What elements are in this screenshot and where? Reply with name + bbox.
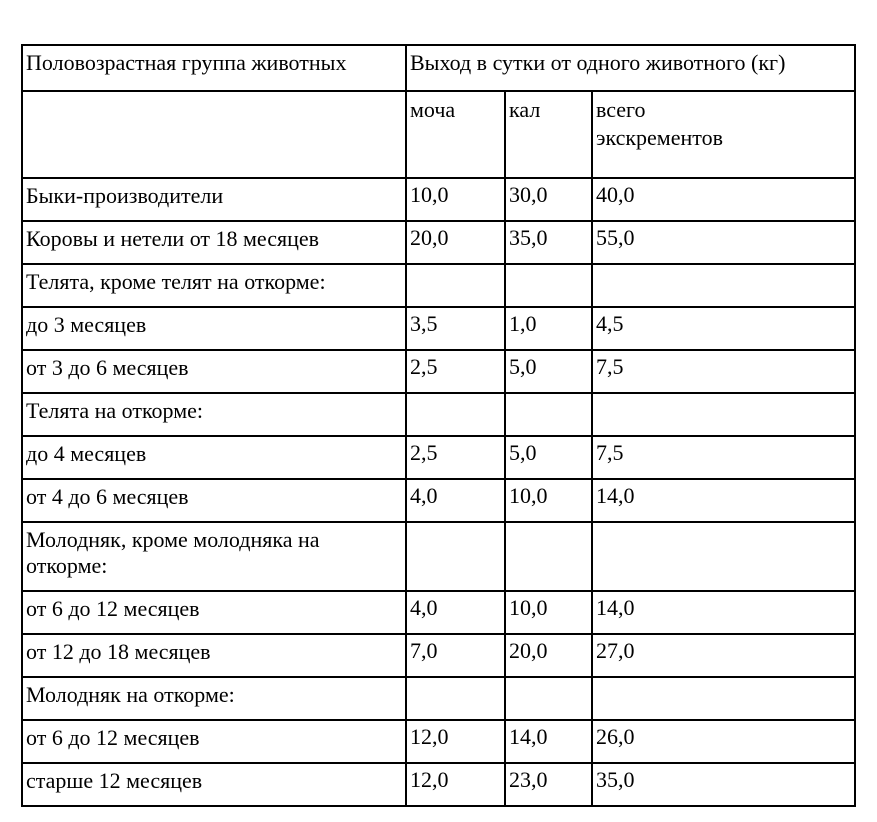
urine-cell: 4,0 — [406, 479, 505, 522]
feces-cell: 5,0 — [505, 436, 592, 479]
urine-cell — [406, 264, 505, 307]
group-cell: Молодняк, кроме молодняка на откорме: — [22, 522, 406, 591]
table-row — [22, 720, 855, 763]
group-cell: Молодняк на откорме: — [22, 677, 406, 720]
header-output-label: Выход в сутки от одного животного (кг) — [406, 45, 855, 91]
feces-cell: 23,0 — [505, 763, 592, 806]
total-cell: 35,0 — [592, 763, 855, 806]
subheader-feces: кал — [505, 91, 592, 178]
header-group-label: Половозрастная группа животных — [22, 45, 406, 91]
header-row — [22, 45, 855, 91]
feces-cell: 30,0 — [505, 178, 592, 221]
table-row — [22, 677, 855, 720]
feces-cell: 20,0 — [505, 634, 592, 677]
subheader-urine: моча — [406, 91, 505, 178]
total-cell: 14,0 — [592, 479, 855, 522]
total-cell — [592, 522, 855, 591]
feces-cell: 14,0 — [505, 720, 592, 763]
manure-output-table — [21, 44, 856, 807]
table-row — [22, 264, 855, 307]
table-row — [22, 436, 855, 479]
total-cell: 55,0 — [592, 221, 855, 264]
group-cell: старше 12 месяцев — [22, 763, 406, 806]
feces-cell: 10,0 — [505, 479, 592, 522]
total-cell — [592, 677, 855, 720]
subheader-row — [22, 91, 855, 178]
group-cell: от 12 до 18 месяцев — [22, 634, 406, 677]
group-cell: Телята на откорме: — [22, 393, 406, 436]
total-cell — [592, 393, 855, 436]
subheader-total: всего экскрементов — [592, 91, 855, 178]
urine-cell — [406, 393, 505, 436]
urine-cell: 10,0 — [406, 178, 505, 221]
urine-cell: 20,0 — [406, 221, 505, 264]
total-cell: 4,5 — [592, 307, 855, 350]
subheader-empty-cell — [22, 91, 406, 178]
total-cell: 40,0 — [592, 178, 855, 221]
table-row — [22, 522, 855, 591]
feces-cell: 35,0 — [505, 221, 592, 264]
feces-cell — [505, 264, 592, 307]
group-cell: Телята, кроме телят на откорме: — [22, 264, 406, 307]
total-cell: 27,0 — [592, 634, 855, 677]
urine-cell — [406, 522, 505, 591]
group-cell: от 6 до 12 месяцев — [22, 591, 406, 634]
table-row — [22, 307, 855, 350]
total-cell: 7,5 — [592, 436, 855, 479]
urine-cell — [406, 677, 505, 720]
urine-cell: 2,5 — [406, 436, 505, 479]
table-row — [22, 634, 855, 677]
feces-cell: 1,0 — [505, 307, 592, 350]
table-row — [22, 178, 855, 221]
table-row — [22, 763, 855, 806]
group-cell: Коровы и нетели от 18 месяцев — [22, 221, 406, 264]
urine-cell: 12,0 — [406, 763, 505, 806]
total-cell: 26,0 — [592, 720, 855, 763]
urine-cell: 12,0 — [406, 720, 505, 763]
urine-cell: 4,0 — [406, 591, 505, 634]
total-cell: 7,5 — [592, 350, 855, 393]
urine-cell: 7,0 — [406, 634, 505, 677]
urine-cell: 3,5 — [406, 307, 505, 350]
table-row — [22, 350, 855, 393]
table-row — [22, 393, 855, 436]
urine-cell: 2,5 — [406, 350, 505, 393]
group-cell: от 6 до 12 месяцев — [22, 720, 406, 763]
table-row — [22, 591, 855, 634]
total-cell — [592, 264, 855, 307]
feces-cell: 10,0 — [505, 591, 592, 634]
feces-cell: 5,0 — [505, 350, 592, 393]
feces-cell — [505, 677, 592, 720]
group-cell: от 4 до 6 месяцев — [22, 479, 406, 522]
total-cell: 14,0 — [592, 591, 855, 634]
table-row — [22, 221, 855, 264]
feces-cell — [505, 393, 592, 436]
feces-cell — [505, 522, 592, 591]
group-cell: до 4 месяцев — [22, 436, 406, 479]
group-cell: до 3 месяцев — [22, 307, 406, 350]
table-row — [22, 479, 855, 522]
group-cell: от 3 до 6 месяцев — [22, 350, 406, 393]
group-cell: Быки-производители — [22, 178, 406, 221]
